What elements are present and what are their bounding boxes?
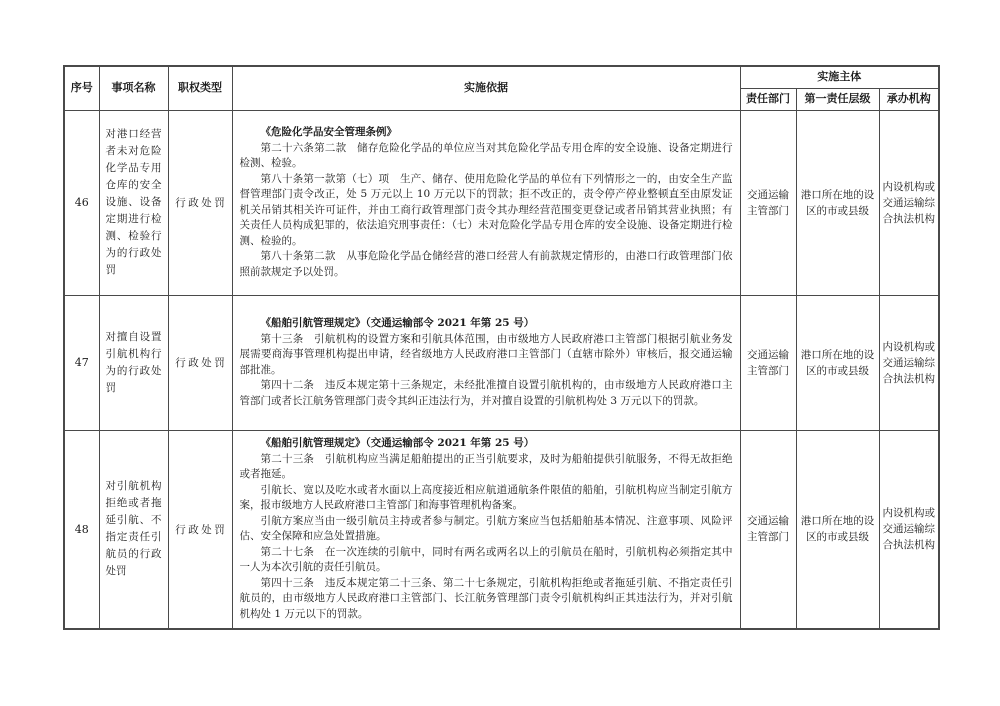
serial-no-cell: 48 (64, 430, 99, 629)
basis-paragraph: 第八十条第二款 从事危险化学品仓储经营的港口经营人有前款规定情形的，由港口行政管理部门依照前款规定予以处罚。 (239, 250, 733, 278)
header-undertaking-agency: 承办机构 (879, 88, 939, 110)
basis-title: 《船舶引航管理规定》（交通运输部令 2021 年第 25 号） (260, 317, 535, 329)
responsibility-level-cell: 港口所在地的设区的市或县级 (796, 110, 879, 295)
basis-title: 《船舶引航管理规定》（交通运输部令 2021 年第 25 号） (260, 437, 535, 450)
basis-paragraph: 第二十六条第二款 储存危险化学品的单位应当对其危险化学品专用仓库的安全设施、设备定期进行检测、检验。 (239, 141, 733, 169)
basis-paragraph: 引航长、宽以及吃水或者水面以上高度接近相应航道通航条件限值的船舶，引航机构应当制定引航方案，报市级地方人民政府港口主管部门和海事管理机构备案。 (239, 483, 733, 512)
table-row (64, 295, 939, 430)
basis-paragraph: 第四十二条 违反本规定第十三条规定，未经批准擅自设置引航机构的，由市级地方人民政府港口主管部门或者长江航务管理部门责令其纠正违法行为，并对擅自设置的引航机构处 3 万元以下的罚款。 (239, 379, 733, 407)
authority-type-cell: 行政处罚 (168, 295, 232, 430)
legal-basis-cell (232, 295, 740, 430)
item-name-cell: 对擅自设置引航机构行为的行政处罚 (99, 295, 168, 430)
basis-paragraph: 第十三条 引航机构的设置方案和引航具体范围，由市级地方人民政府港口主管部门根据引航业务发展需要商海事管理机构提出申请，经省级地方人民政府港口主管部门（直辖市除外）审核后，报交通运输部批准。 (239, 332, 733, 376)
legal-basis-cell (232, 110, 740, 295)
table-row (64, 430, 939, 629)
basis-paragraph: 引航方案应当由一级引航员主持或者参与制定。引航方案应当包括船舶基本情况、注意事项、风险评估、安全保障和应急处置措施。 (239, 514, 733, 543)
basis-paragraph: 第八十条第一款第（七）项 生产、储存、使用危险化学品的单位有下列情形之一的，由安全生产监督管理部门责令改正，处 5 万元以上 10 万元以下的罚款；拒不改正的，责令停产停业整顿直至由原发证机关吊销其相关许可证件，并由工商行政管理部门责令其办理经营范围变更登记或者吊销其营业执照；有关责任人员构成犯罪的，依法追究刑事责任：（七）未对危险化学品专用仓库的安全设施、设备定期进行检测、检验的。 (239, 172, 733, 247)
header-serial-no: 序号 (64, 66, 99, 110)
serial-no-cell: 47 (64, 295, 99, 430)
header-first-responsibility-level: 第一责任层级 (796, 88, 879, 110)
table-row (64, 110, 939, 295)
undertaking-agency-cell: 内设机构或交通运输综合执法机构 (879, 295, 939, 430)
basis-paragraph: 第二十七条 在一次连续的引航中，同时有两名或两名以上的引航员在船时，引航机构必须指定其中一人为本次引航的责任引航员。 (239, 545, 733, 574)
responsible-dept-cell: 交通运输主管部门 (740, 430, 796, 629)
responsible-dept-cell: 交通运输主管部门 (740, 295, 796, 430)
header-implementation-subject: 实施主体 (740, 66, 939, 88)
basis-paragraph: 第四十三条 违反本规定第二十三条、第二十七条规定，引航机构拒绝或者拖延引航、不指定责任引航员的，由市级地方人民政府港口主管部门、长江航务管理部门责令引航机构纠正其违法行为，并对引航机构处 1 万元以下的罚款。 (239, 576, 733, 620)
authority-type-cell: 行政处罚 (168, 430, 232, 629)
serial-no-cell: 46 (64, 110, 99, 295)
header-item-name: 事项名称 (99, 66, 168, 110)
responsibility-level-cell: 港口所在地的设区的市或县级 (796, 295, 879, 430)
undertaking-agency-cell: 内设机构或交通运输综合执法机构 (879, 430, 939, 629)
authority-matters-table (63, 65, 940, 630)
header-responsible-dept: 责任部门 (740, 88, 796, 110)
undertaking-agency-cell: 内设机构或交通运输综合执法机构 (879, 110, 939, 295)
legal-basis-cell (232, 430, 740, 629)
responsible-dept-cell: 交通运输主管部门 (740, 110, 796, 295)
basis-title: 《危险化学品安全管理条例》 (260, 126, 397, 138)
item-name-cell: 对港口经营者未对危险化学品专用仓库的安全设施、设备定期进行检测、检验行为的行政处罚 (99, 110, 168, 295)
basis-paragraph: 第二十三条 引航机构应当满足船舶提出的正当引航要求，及时为船舶提供引航服务，不得无故拒绝或者拖延。 (239, 452, 733, 481)
table-header (64, 66, 939, 110)
responsibility-level-cell: 港口所在地的设区的市或县级 (796, 430, 879, 629)
header-authority-type: 职权类型 (168, 66, 232, 110)
authority-type-cell: 行政处罚 (168, 110, 232, 295)
item-name-cell: 对引航机构拒绝或者拖延引航、不指定责任引航员的行政处罚 (99, 430, 168, 629)
header-legal-basis: 实施依据 (232, 66, 740, 110)
